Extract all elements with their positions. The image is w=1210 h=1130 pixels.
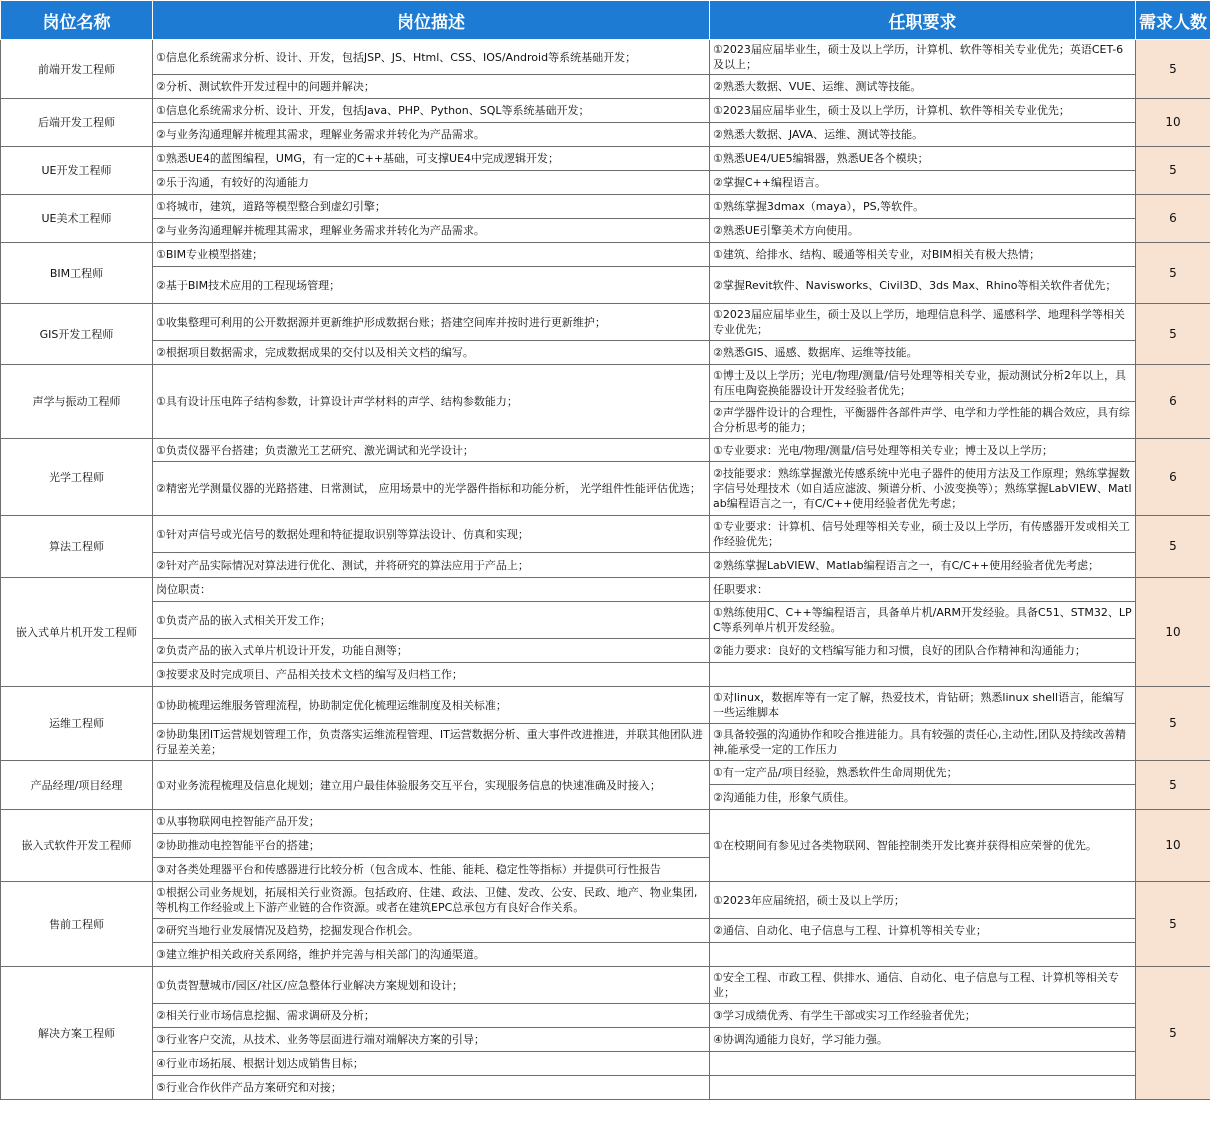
table-row	[1, 1052, 1210, 1076]
description-cell: ②根据项目数据需求，完成数据成果的交付以及相关文档的编写。	[153, 341, 710, 365]
headcount-cell: 10	[1136, 578, 1210, 687]
requirement-cell: ②沟通能力佳，形象气质佳。	[710, 785, 1136, 810]
headcount-cell: 6	[1136, 195, 1210, 243]
table-row	[1, 943, 1210, 967]
requirement-cell: ①建筑、给排水、结构、暖通等相关专业，对BIM相关有极大热情；	[710, 243, 1136, 267]
table-row	[1, 578, 1210, 602]
table-row	[1, 75, 1210, 99]
description-cell: ②相关行业市场信息挖掘、需求调研及分析；	[153, 1004, 710, 1028]
description-cell: ①BIM专业模型搭建；	[153, 243, 710, 267]
description-cell: 岗位职责：	[153, 578, 710, 602]
table-row	[1, 341, 1210, 365]
position-name-cell: 嵌入式单片机开发工程师	[1, 578, 153, 687]
position-name-cell: 产品经理/项目经理	[1, 761, 153, 810]
description-cell: ②与业务沟通理解并梳理其需求，理解业务需求并转化为产品需求。	[153, 219, 710, 243]
requirement-cell: ②熟悉GIS、遥感、数据库、运维等技能。	[710, 341, 1136, 365]
requirement-cell: ①熟练掌握3dmax（maya），PS,等软件。	[710, 195, 1136, 219]
requirement-cell: ①专业要求：光电/物理/测量/信号处理等相关专业；博士及以上学历；	[710, 439, 1136, 462]
requirement-cell: ②熟悉大数据、JAVA、运维、测试等技能。	[710, 123, 1136, 147]
table-row	[1, 663, 1210, 687]
description-cell: ④行业市场拓展、根据计划达成销售目标；	[153, 1052, 710, 1076]
position-name-cell: 后端开发工程师	[1, 99, 153, 147]
requirement-cell: ③学习成绩优秀、有学生干部或实习工作经验者优先；	[710, 1004, 1136, 1028]
position-name-cell: 前端开发工程师	[1, 40, 153, 99]
description-cell: ②协助推动电控智能平台的搭建；	[153, 834, 710, 858]
headcount-cell: 5	[1136, 243, 1210, 304]
table-row	[1, 967, 1210, 1004]
requirement-cell: ①对linux，数据库等有一定了解，热爱技术，肯钻研；熟悉linux shell语言，能编写一些运维脚本	[710, 687, 1136, 724]
description-cell: ②协助集团IT运营规划管理工作，负责落实运维流程管理、IT运营数据分析、重大事件改进推进，并联其他团队进行显差关差；	[153, 724, 710, 761]
position-name-cell: GIS开发工程师	[1, 304, 153, 365]
headcount-cell: 5	[1136, 687, 1210, 761]
table-row	[1, 919, 1210, 943]
description-cell: ①根据公司业务规划，拓展相关行业资源。包括政府、住建、政法、卫健、发改、公安、民政、地产、物业集团,等机构工作经验或上下游产业链的合作资源。或者在建筑EPC总承包方有良好合作关系。	[153, 882, 710, 919]
headcount-cell: 6	[1136, 439, 1210, 516]
position-name-cell: BIM工程师	[1, 243, 153, 304]
requirement-cell	[710, 943, 1136, 967]
description-cell: ①收集整理可利用的公开数据源并更新维护形成数据台账；搭建空间库并按时进行更新维护；	[153, 304, 710, 341]
position-name-cell: 算法工程师	[1, 516, 153, 578]
table-row	[1, 219, 1210, 243]
position-name-cell: 售前工程师	[1, 882, 153, 967]
description-cell: ③对各类处理器平台和传感器进行比较分析（包含成本、性能、能耗、稳定性等指标）并提供可行性报告	[153, 858, 710, 882]
description-cell: ①信息化系统需求分析、设计、开发，包括JSP、JS、Html、CSS、IOS/Android等系统基础开发；	[153, 40, 710, 75]
description-cell: ①具有设计压电阵子结构参数，计算设计声学材料的声学、结构参数能力；	[153, 365, 710, 439]
description-cell: ②基于BIM技术应用的工程现场管理；	[153, 267, 710, 304]
table-row	[1, 724, 1210, 761]
description-cell: ②与业务沟通理解并梳理其需求，理解业务需求并转化为产品需求。	[153, 123, 710, 147]
requirement-cell: ①博士及以上学历；光电/物理/测量/信号处理等相关专业，振动测试分析2年以上，具有压电陶瓷换能器设计开发经验者优先；	[710, 365, 1136, 402]
description-cell: ①负责智慧城市/园区/社区/应急整体行业解决方案规划和设计；	[153, 967, 710, 1004]
table-row	[1, 1076, 1210, 1100]
table-row	[1, 304, 1210, 341]
requirement-cell: ②声学器件设计的合理性，平衡器件各部件声学、电学和力学性能的耦合效应，具有综合分析思考的能力；	[710, 402, 1136, 439]
description-cell: ①负责产品的嵌入式相关开发工作；	[153, 602, 710, 639]
description-cell: ②研究当地行业发展情况及趋势，挖掘发现合作机会。	[153, 919, 710, 943]
headcount-cell: 5	[1136, 516, 1210, 578]
table-row	[1, 882, 1210, 919]
table-row	[1, 1028, 1210, 1052]
headcount-cell: 5	[1136, 40, 1210, 99]
description-cell: ①熟悉UE4的蓝图编程，UMG，有一定的C++基础，可支撑UE4中完成逻辑开发；	[153, 147, 710, 171]
table-row	[1, 462, 1210, 516]
headcount-cell: 5	[1136, 147, 1210, 195]
position-name-cell: 光学工程师	[1, 439, 153, 516]
description-cell: ①对业务流程梳理及信息化规划；建立用户最佳体验服务交互平台，实现服务信息的快速准确及时接入；	[153, 761, 710, 810]
description-cell: ①从事物联网电控智能产品开发；	[153, 810, 710, 834]
description-cell: ①负责仪器平台搭建；负责激光工艺研究、激光调试和光学设计；	[153, 439, 710, 462]
description-cell: ①将城市，建筑，道路等模型整合到虚幻引擎；	[153, 195, 710, 219]
table-row	[1, 602, 1210, 639]
requirement-cell: ①2023届应届毕业生，硕士及以上学历，地理信息科学、遥感科学、地理科学等相关专业优先；	[710, 304, 1136, 341]
table-row	[1, 147, 1210, 171]
table-row	[1, 687, 1210, 724]
header-headcount: 需求人数	[1136, 1, 1210, 40]
description-cell: ①协助梳理运维服务管理流程，协助制定优化梳理运维制度及相关标准；	[153, 687, 710, 724]
requirement-cell: ①熟练使用C、C++等编程语言，具备单片机/ARM开发经验。具备C51、STM32、LPC等系列单片机开发经验。	[710, 602, 1136, 639]
description-cell: ③行业客户交流，从技术、业务等层面进行端对端解决方案的引导；	[153, 1028, 710, 1052]
header-requirements: 任职要求	[710, 1, 1136, 40]
table-row	[1, 810, 1210, 834]
table-row	[1, 553, 1210, 578]
job-table-body	[1, 40, 1210, 1100]
headcount-cell: 5	[1136, 761, 1210, 810]
requirement-cell: ②通信、自动化、电子信息与工程、计算机等相关专业；	[710, 919, 1136, 943]
requirement-cell: ②掌握Revit软件、Navisworks、Civil3D、3ds Max、Rhino等相关软件者优先；	[710, 267, 1136, 304]
table-row	[1, 99, 1210, 123]
requirement-cell: ③具备较强的沟通协作和咬合推进能力。具有较强的责任心,主动性,团队及持续改善精神,能承受一定的工作压力	[710, 724, 1136, 761]
table-row	[1, 40, 1210, 75]
table-row	[1, 123, 1210, 147]
headcount-cell: 5	[1136, 882, 1210, 967]
requirement-cell: ①安全工程、市政工程、供排水、通信、自动化、电子信息与工程、计算机等相关专业；	[710, 967, 1136, 1004]
description-cell: ①针对声信号或光信号的数据处理和特征提取识别等算法设计、仿真和实现；	[153, 516, 710, 553]
requirement-cell: ④协调沟通能力良好，学习能力强。	[710, 1028, 1136, 1052]
description-cell: ③建立维护相关政府关系网络，维护并完善与相关部门的沟通渠道。	[153, 943, 710, 967]
table-row	[1, 243, 1210, 267]
requirement-cell: ①2023年应届统招，硕士及以上学历；	[710, 882, 1136, 919]
description-cell: ⑤行业合作伙伴产品方案研究和对接；	[153, 1076, 710, 1100]
table-row	[1, 365, 1210, 402]
requirement-cell: ①专业要求：计算机、信号处理等相关专业，硕士及以上学历，有传感器开发或相关工作经验优先；	[710, 516, 1136, 553]
position-name-cell: 解决方案工程师	[1, 967, 153, 1100]
requirement-cell	[710, 1076, 1136, 1100]
header-row	[1, 1, 1210, 40]
table-row	[1, 761, 1210, 785]
headcount-cell: 6	[1136, 365, 1210, 439]
table-row	[1, 195, 1210, 219]
requirement-cell: ②熟悉大数据、VUE、运维、测试等技能。	[710, 75, 1136, 99]
description-cell: ③按要求及时完成项目、产品相关技术文档的编写及归档工作；	[153, 663, 710, 687]
headcount-cell: 10	[1136, 810, 1210, 882]
requirement-cell: ①2023届应届毕业生，硕士及以上学历，计算机、软件等相关专业优先；英语CET-6及以上；	[710, 40, 1136, 75]
description-cell: ②负责产品的嵌入式单片机设计开发，功能自测等；	[153, 639, 710, 663]
position-name-cell: UE美术工程师	[1, 195, 153, 243]
header-position-name: 岗位名称	[1, 1, 153, 40]
headcount-cell: 10	[1136, 99, 1210, 147]
requirement-cell	[710, 1052, 1136, 1076]
position-name-cell: 声学与振动工程师	[1, 365, 153, 439]
table-row	[1, 267, 1210, 304]
description-cell: ①信息化系统需求分析、设计、开发，包括Java、PHP、Python、SQL等系统基础开发；	[153, 99, 710, 123]
position-name-cell: UE开发工程师	[1, 147, 153, 195]
requirement-cell	[710, 663, 1136, 687]
description-cell: ②精密光学测量仪器的光路搭建、日常测试， 应用场景中的光学器件指标和功能分析， 光学组件性能评估优选；	[153, 462, 710, 516]
requirement-cell: ①熟悉UE4/UE5编辑器，熟悉UE各个模块；	[710, 147, 1136, 171]
description-cell: ②乐于沟通，有较好的沟通能力	[153, 171, 710, 195]
requirement-cell: ①有一定产品/项目经验，熟悉软件生命周期优先；	[710, 761, 1136, 785]
requirement-cell: ①2023届应届毕业生，硕士及以上学历，计算机、软件等相关专业优先；	[710, 99, 1136, 123]
header-position-description: 岗位描述	[153, 1, 710, 40]
description-cell: ②分析、测试软件开发过程中的问题并解决；	[153, 75, 710, 99]
requirement-cell: ②熟悉UE引擎美术方向使用。	[710, 219, 1136, 243]
description-cell: ②针对产品实际情况对算法进行优化、测试，并将研究的算法应用于产品上；	[153, 553, 710, 578]
table-row	[1, 1004, 1210, 1028]
position-name-cell: 嵌入式软件开发工程师	[1, 810, 153, 882]
requirement-cell: 任职要求：	[710, 578, 1136, 602]
requirement-cell: ②能力要求：良好的文档编写能力和习惯，良好的团队合作精神和沟通能力；	[710, 639, 1136, 663]
position-name-cell: 运维工程师	[1, 687, 153, 761]
table-row	[1, 439, 1210, 462]
requirement-cell: ①在校期间有参见过各类物联网、智能控制类开发比赛并获得相应荣誉的优先。	[710, 810, 1136, 882]
requirement-cell: ②掌握C++编程语言。	[710, 171, 1136, 195]
table-row	[1, 516, 1210, 553]
table-row	[1, 639, 1210, 663]
table-row	[1, 171, 1210, 195]
headcount-cell: 5	[1136, 967, 1210, 1100]
requirement-cell: ②技能要求：熟练掌握激光传感系统中光电子器件的使用方法及工作原理；熟练掌握数字信号处理技术（如自适应滤波、频谱分析、小波变换等）；熟练掌握LabVIEW、Matlab编程语言之一，有C/C++使用经验者优先考虑；	[710, 462, 1136, 516]
requirement-cell: ②熟练掌握LabVIEW、Matlab编程语言之一，有C/C++使用经验者优先考虑；	[710, 553, 1136, 578]
headcount-cell: 5	[1136, 304, 1210, 365]
